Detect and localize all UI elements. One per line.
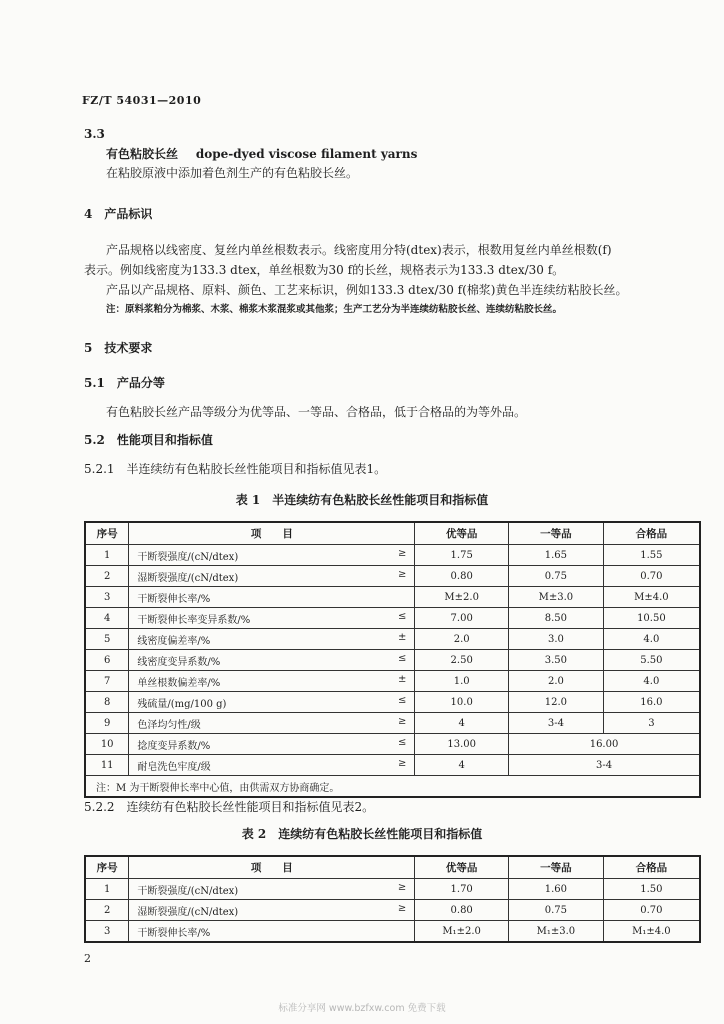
item-label: 干断裂伸长率/% — [137, 593, 211, 605]
table-1 — [84, 521, 701, 798]
item-label: 残硫量/(mg/100 g) — [137, 698, 227, 710]
item-name — [129, 608, 415, 629]
item-label: 线密度偏差率/% — [137, 635, 211, 647]
section-4-para1-line1: 产品规格以线密度、复丝内单丝根数表示。线密度用分特(dtex)表示，根数用复丝内单丝根数(f) — [106, 243, 612, 257]
value-first: 3-4 — [509, 713, 604, 734]
item-name — [129, 587, 415, 608]
item-label: 干断裂强度/(cN/dtex) — [137, 885, 239, 897]
value-first: 3.50 — [509, 650, 604, 671]
table-row — [85, 566, 700, 587]
comparison-symbol: ≤ — [397, 737, 407, 748]
item-label: 单丝根数偏差率/% — [137, 677, 221, 689]
value-superior: 0.80 — [415, 900, 509, 921]
value-qualified: 1.50 — [603, 879, 700, 900]
comparison-symbol: ± — [397, 632, 407, 643]
row-number: 2 — [85, 566, 129, 587]
row-number: 6 — [85, 650, 129, 671]
value-qualified: 4.0 — [603, 629, 700, 650]
value-first: 1.60 — [509, 879, 604, 900]
table-row — [85, 671, 700, 692]
table1-header-row — [85, 522, 700, 545]
comparison-symbol: ≤ — [397, 611, 407, 622]
table-row — [85, 734, 700, 755]
item-label: 湿断裂强度/(cN/dtex) — [137, 906, 239, 918]
table-row — [85, 713, 700, 734]
table1-note: 注：M 为干断裂伸长率中心值，由供需双方协商确定。 — [85, 776, 700, 798]
item-name — [129, 713, 415, 734]
section-5-1-heading: 5.1 产品分等 — [84, 376, 165, 390]
value-superior: 2.0 — [415, 629, 509, 650]
item-name — [129, 879, 415, 900]
item-name — [129, 734, 415, 755]
item-label: 耐皂洗色牢度/级 — [137, 761, 211, 773]
value-qualified: 16.0 — [603, 692, 700, 713]
table-row — [85, 900, 700, 921]
item-label: 干断裂伸长率变异系数/% — [137, 614, 251, 626]
table2-header-first: 一等品 — [509, 856, 604, 879]
row-number: 11 — [85, 755, 129, 776]
row-number: 1 — [85, 545, 129, 566]
row-number: 2 — [85, 900, 129, 921]
value-first: 12.0 — [509, 692, 604, 713]
table-2 — [84, 855, 701, 943]
section-5-2-heading: 5.2 性能项目和指标值 — [84, 433, 213, 447]
value-superior: 7.00 — [415, 608, 509, 629]
table1-caption: 表 1 半连续纺有色粘胶长丝性能项目和指标值 — [235, 493, 489, 507]
value-superior: 10.0 — [415, 692, 509, 713]
value-qualified: 5.50 — [603, 650, 700, 671]
row-number: 4 — [85, 608, 129, 629]
item-name — [129, 921, 415, 943]
comparison-symbol: ≥ — [397, 716, 407, 727]
value-superior: 4 — [415, 755, 509, 776]
item-name — [129, 900, 415, 921]
table-row — [85, 608, 700, 629]
table1-header-superior: 优等品 — [415, 522, 509, 545]
value-qualified: 0.70 — [603, 900, 700, 921]
item-label: 线密度变异系数/% — [137, 656, 221, 668]
comparison-symbol: ≥ — [397, 569, 407, 580]
value-superior: 1.75 — [415, 545, 509, 566]
table-row — [85, 650, 700, 671]
table1-header-no: 序号 — [85, 522, 129, 545]
value-qualified: 0.70 — [603, 566, 700, 587]
item-label: 色泽均匀性/级 — [137, 719, 201, 731]
value-superior: 1.70 — [415, 879, 509, 900]
item-name — [129, 671, 415, 692]
term-definition-text: 在粘胶原液中添加着色剂生产的有色粘胶长丝。 — [106, 166, 359, 180]
comparison-symbol: ± — [397, 674, 407, 685]
comparison-symbol: ≤ — [397, 695, 407, 706]
section-4-heading: 4 产品标识 — [84, 207, 153, 221]
value-superior: M₁±2.0 — [415, 921, 509, 943]
table1-header-item: 项 目 — [129, 522, 415, 545]
value-qualified: 4.0 — [603, 671, 700, 692]
row-number: 5 — [85, 629, 129, 650]
comparison-symbol: ≥ — [397, 903, 407, 914]
value-first: 1.65 — [509, 545, 604, 566]
comparison-symbol: ≥ — [397, 882, 407, 893]
table1-note-row — [85, 776, 700, 798]
row-number: 8 — [85, 692, 129, 713]
table-row — [85, 629, 700, 650]
section-5-heading: 5 技术要求 — [84, 341, 153, 355]
value-first-and-qualified: 16.00 — [509, 734, 700, 755]
table2-header-no: 序号 — [85, 856, 129, 879]
row-number: 3 — [85, 921, 129, 943]
comparison-symbol: ≥ — [397, 548, 407, 559]
item-label: 捻度变异系数/% — [137, 740, 211, 752]
item-name — [129, 692, 415, 713]
section-4-note: 注：原料浆粕分为棉浆、木浆、棉浆木浆混浆或其他浆；生产工艺分为半连续纺粘胶长丝、连续纺粘胶长丝。 — [106, 304, 563, 315]
term-definition-heading — [106, 146, 417, 162]
section-5-1-text: 有色粘胶长丝产品等级分为优等品、一等品、合格品，低于合格品的为等外品。 — [106, 405, 527, 419]
table-row — [85, 755, 700, 776]
section-4-para2: 产品以产品规格、原料、颜色、工艺来标识，例如133.3 dtex/30 f(棉浆)黄色半连续纺粘胶长丝。 — [106, 283, 628, 297]
item-name — [129, 755, 415, 776]
table1-header-qualified: 合格品 — [603, 522, 700, 545]
value-first: 0.75 — [509, 566, 604, 587]
table-row — [85, 879, 700, 900]
page-number: 2 — [84, 952, 91, 965]
value-superior: M±2.0 — [415, 587, 509, 608]
table-row — [85, 921, 700, 943]
term-english: dope-dyed viscose filament yarns — [195, 147, 418, 161]
value-first: 8.50 — [509, 608, 604, 629]
item-name — [129, 545, 415, 566]
value-qualified: M₁±4.0 — [603, 921, 700, 943]
row-number: 7 — [85, 671, 129, 692]
value-qualified: 10.50 — [603, 608, 700, 629]
row-number: 9 — [85, 713, 129, 734]
section-5-2-2-text: 5.2.2 连续纺有色粘胶长丝性能项目和指标值见表2。 — [84, 800, 375, 814]
value-superior: 2.50 — [415, 650, 509, 671]
section-5-2-1-text: 5.2.1 半连续纺有色粘胶长丝性能项目和指标值见表1。 — [84, 462, 387, 476]
value-qualified: M±4.0 — [603, 587, 700, 608]
item-label: 湿断裂强度/(cN/dtex) — [137, 572, 239, 584]
value-qualified: 3 — [603, 713, 700, 734]
table2-header-qualified: 合格品 — [603, 856, 700, 879]
row-number: 10 — [85, 734, 129, 755]
row-number: 3 — [85, 587, 129, 608]
item-label: 干断裂伸长率/% — [137, 927, 211, 939]
item-label: 干断裂强度/(cN/dtex) — [137, 551, 239, 563]
watermark-footer: 标准分享网 www.bzfxw.com 免费下载 — [278, 1003, 446, 1014]
item-name — [129, 650, 415, 671]
item-name — [129, 566, 415, 587]
table-row — [85, 587, 700, 608]
comparison-symbol: ≥ — [397, 758, 407, 769]
value-first-and-qualified: 3-4 — [509, 755, 700, 776]
row-number: 1 — [85, 879, 129, 900]
table2-header-superior: 优等品 — [415, 856, 509, 879]
value-first: M±3.0 — [509, 587, 604, 608]
comparison-symbol: ≤ — [397, 653, 407, 664]
standard-code-header: FZ/T 54031—2010 — [82, 94, 202, 107]
table-row — [85, 692, 700, 713]
value-superior: 1.0 — [415, 671, 509, 692]
value-superior: 0.80 — [415, 566, 509, 587]
value-qualified: 1.55 — [603, 545, 700, 566]
term-chinese: 有色粘胶长丝 — [106, 147, 179, 161]
value-superior: 4 — [415, 713, 509, 734]
value-superior: 13.00 — [415, 734, 509, 755]
value-first: M₁±3.0 — [509, 921, 604, 943]
table1-header-first: 一等品 — [509, 522, 604, 545]
value-first: 2.0 — [509, 671, 604, 692]
item-name — [129, 629, 415, 650]
table-row — [85, 545, 700, 566]
value-first: 0.75 — [509, 900, 604, 921]
value-first: 3.0 — [509, 629, 604, 650]
table2-caption: 表 2 连续纺有色粘胶长丝性能项目和指标值 — [241, 827, 483, 841]
section-4-para1-line2: 表示。例如线密度为133.3 dtex，单丝根数为30 f的长丝，规格表示为133.3 dtex/30 f。 — [84, 263, 565, 277]
section-number-3-3: 3.3 — [84, 127, 105, 141]
table2-header-row — [85, 856, 700, 879]
table2-header-item: 项 目 — [129, 856, 415, 879]
